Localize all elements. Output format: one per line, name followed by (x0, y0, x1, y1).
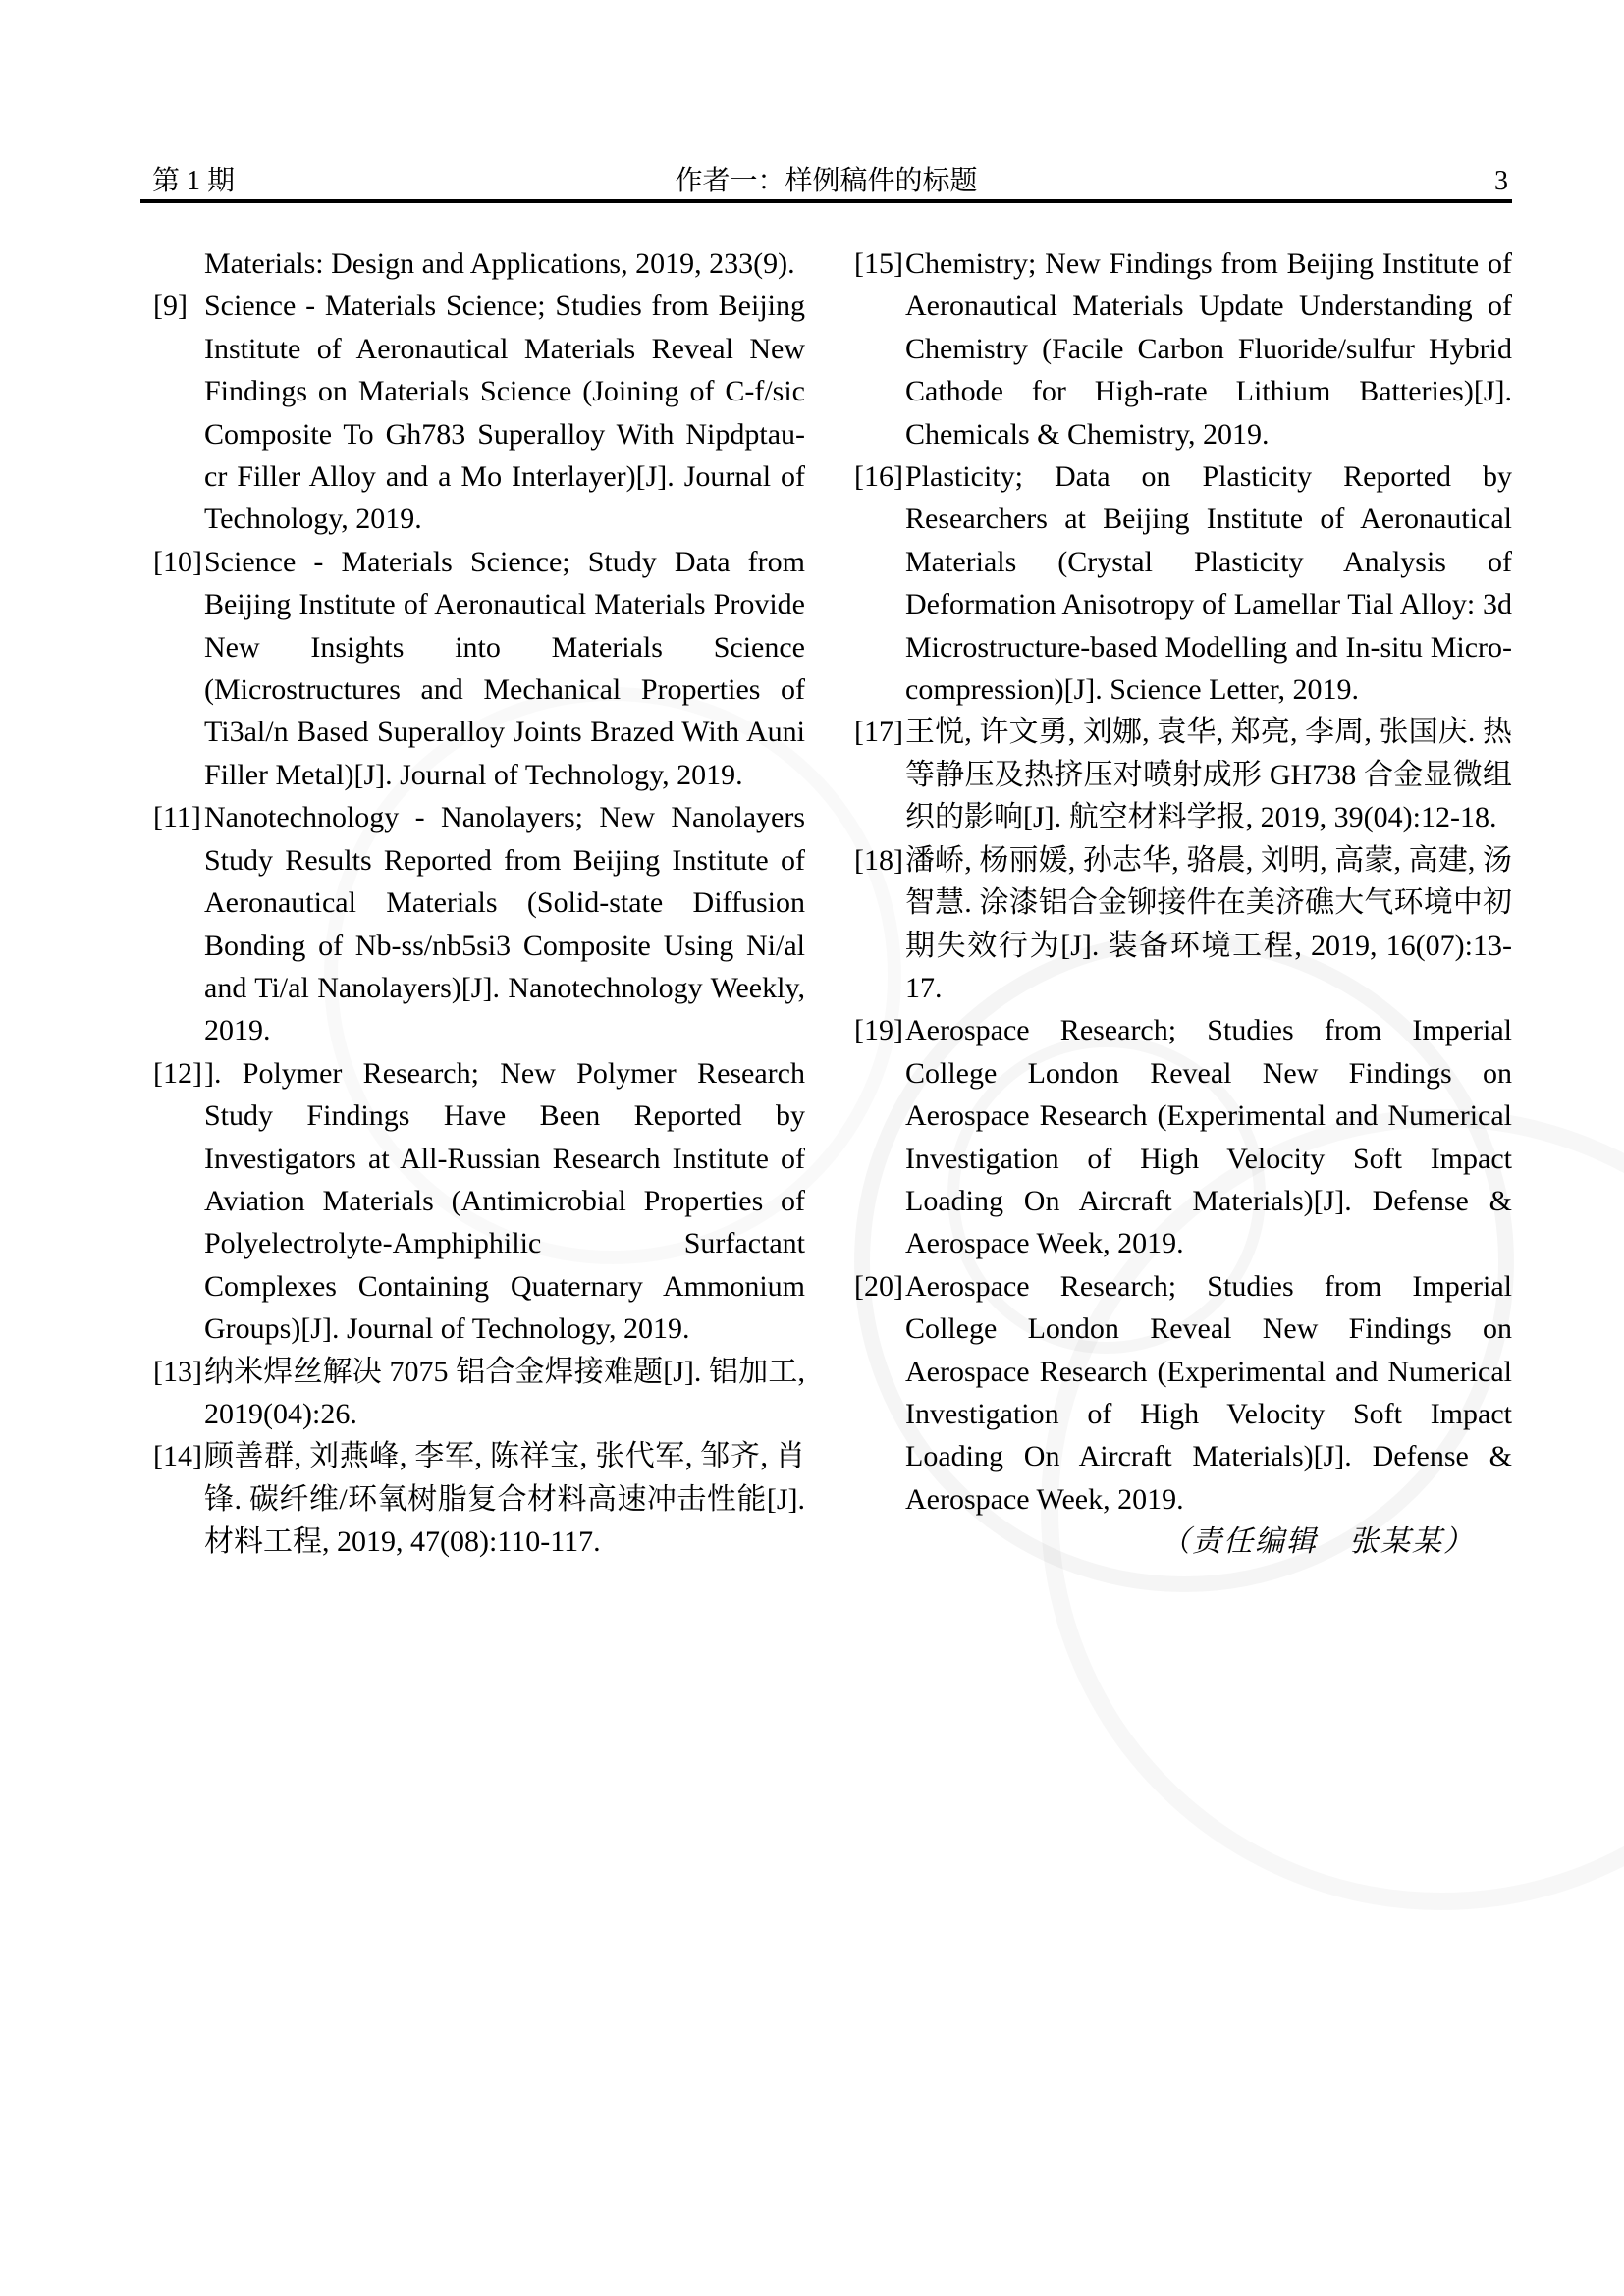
reference-number: [19] (854, 1014, 903, 1047)
reference-number: [14] (153, 1440, 202, 1473)
reference-entry (153, 285, 805, 540)
reference-list-left (153, 242, 805, 1564)
reference-number: [16] (854, 460, 903, 494)
reference-entry (153, 242, 805, 285)
reference-text: Science - Materials Science; Studies from Beijing Institute of Aeronautical Materials Reveal New Findings on Materials Science (Joining of C-f/sic Composite To Gh783 Superalloy With Nipdptau-cr Filler Alloy and a Mo Interlayer)[J]. Journal of Technology, 2019. (204, 290, 805, 536)
reference-entry (854, 1009, 1512, 1264)
reference-entry (153, 1435, 805, 1563)
reference-text: Nanotechnology - Nanolayers; New Nanolayers Study Results Reported from Beijing Institute of Aeronautical Materials (Solid-state Diffusion Bonding of Nb-ss/nb5si3 Composite Using Ni/al and Ti/al Nanolayers)[J]. Nanotechnology Weekly, 2019. (204, 801, 805, 1047)
reference-number: [13] (153, 1355, 202, 1388)
reference-number: [17] (854, 716, 903, 749)
reference-text: 王悦, 许文勇, 刘娜, 袁华, 郑亮, 李周, 张国庆. 热等静压及热挤压对喷射成形 GH738 合金显微组织的影响[J]. 航空材料学报, 2019, 39(04):12-18. (905, 716, 1512, 834)
reference-text: Science - Materials Science; Study Data from Beijing Institute of Aeronautical Materials Provide New Insights into Materials Science (Microstructures and Mechanical Properties of Ti3al/n Based Superalloy Joints Brazed With Auni Filler Metal)[J]. Journal of Technology, 2019. (204, 545, 805, 791)
reference-text: ]. Polymer Research; New Polymer Research Study Findings Have Been Reported by Investigators at All-Russian Research Institute of Aviation Materials (Antimicrobial Properties of Polyelectrolyte-Amphiphilic Surfactant Complexes Containing Quaternary Ammonium Groups)[J]. Journal of Technology, 2019. (204, 1056, 805, 1346)
reference-entry (153, 796, 805, 1051)
header-running-title: 作者一：样例稿件的标题 (675, 166, 978, 196)
references-left-column (153, 242, 805, 1564)
reference-text: 顾善群, 刘燕峰, 李军, 陈祥宝, 张代军, 邹齐, 肖锋. 碳纤维/环氧树脂复合材料高速冲击性能[J]. 材料工程, 2019, 47(08):110-117. (204, 1440, 805, 1559)
reference-number: [15] (854, 247, 903, 280)
header-page-number: 3 (1494, 166, 1508, 196)
header-issue-label: 第 1 期 (152, 166, 236, 196)
reference-text: Plasticity; Data on Plasticity Reported by Researchers at Beijing Institute of Aeronautical Materials (Crystal Plasticity Analysis of Deformation Anisotropy of Lamellar Tial Alloy: 3d Microstructure-based Modelling and In-situ Micro-compression)[J]. Science Letter, 2019. (905, 460, 1512, 707)
reference-number: [11] (153, 801, 201, 834)
reference-number: [9] (153, 290, 188, 323)
reference-text: Chemistry; New Findings from Beijing Institute of Aeronautical Materials Update Understanding of Chemistry (Facile Carbon Fluoride/sulfur Hybrid Cathode for High-rate Lithium Batteries)[J]. Chemicals & Chemistry, 2019. (905, 247, 1512, 451)
page-header (140, 162, 1512, 201)
reference-text: 潘峤, 杨丽媛, 孙志华, 骆晨, 刘明, 高蒙, 高建, 汤智慧. 涂漆铝合金铆接件在美济礁大气环境中初期失效行为[J]. 装备环境工程, 2019, 16(07):13-17. (905, 843, 1512, 1004)
reference-entry (854, 839, 1512, 1010)
reference-list-right (854, 242, 1512, 1521)
reference-number: [10] (153, 545, 202, 578)
reference-number: [12] (153, 1056, 202, 1090)
reference-text: 纳米焊丝解决 7075 铝合金焊接难题[J]. 铝加工, 2019(04):26. (204, 1355, 805, 1430)
reference-entry (854, 1265, 1512, 1521)
reference-entry (854, 455, 1512, 711)
reference-number: [20] (854, 1269, 903, 1303)
reference-entry (153, 1351, 805, 1436)
reference-entry (153, 1052, 805, 1351)
reference-entry (854, 711, 1512, 838)
header-rule (140, 199, 1512, 203)
editor-note: （责任编辑 张某某） (1161, 1525, 1475, 1559)
reference-entry (854, 242, 1512, 455)
reference-number: [18] (854, 843, 903, 877)
reference-entry (153, 541, 805, 796)
references-right-column (854, 242, 1512, 1564)
reference-text: Aerospace Research; Studies from Imperial College London Reveal New Findings on Aerospace Research (Experimental and Numerical Investigation of High Velocity Soft Impact Loading On Aircraft Materials)[J]. Defense & Aerospace Week, 2019. (905, 1014, 1512, 1260)
reference-text: Materials: Design and Applications, 2019, 233(9). (204, 247, 795, 280)
reference-text: Aerospace Research; Studies from Imperial College London Reveal New Findings on Aerospace Research (Experimental and Numerical Investigation of High Velocity Soft Impact Loading On Aircraft Materials)[J]. Defense & Aerospace Week, 2019. (905, 1269, 1512, 1516)
